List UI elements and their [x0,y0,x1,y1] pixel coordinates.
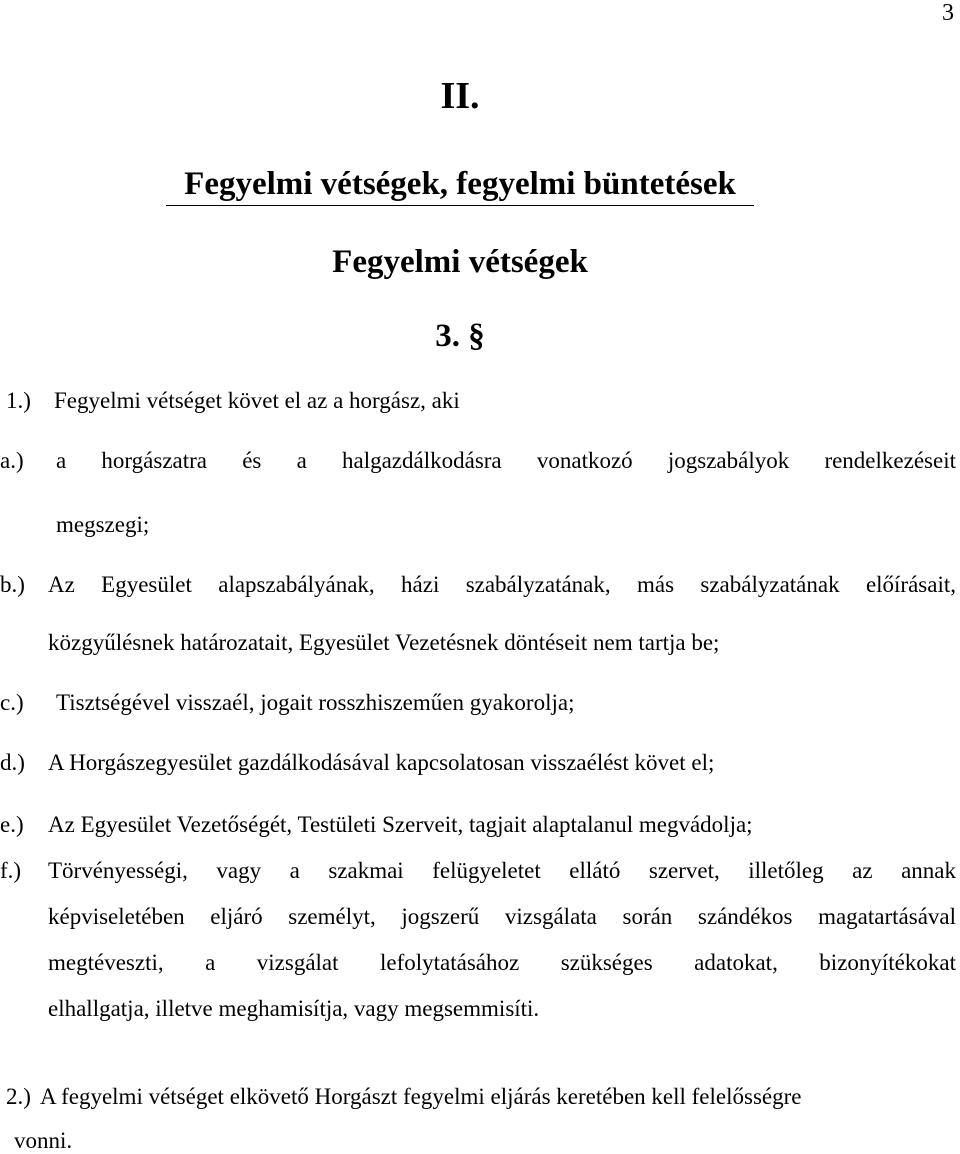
item-f-line-2: képviseletében eljáró személyt, jogszerű vizsgálata során szándékos magatartásával [48,904,956,929]
paragraph-1 [6,388,460,414]
item-d-marker: d.) [0,750,25,775]
item-a-word: a [56,448,67,473]
item-a-marker: a.) [0,448,24,473]
chapter-number: II. [440,75,480,117]
chapter-title: Fegyelmi vétségek, fegyelmi büntetések [166,166,754,206]
paragraph-1-marker: 1.) [6,388,31,413]
item-f-marker: f.) [0,858,22,883]
item-a-line-2: megszegi; [56,512,150,537]
section-subtitle: Fegyelmi vétségek [332,244,588,280]
item-a-word: és [242,448,262,473]
item-b-line-2: közgyűlésnek határozatait, Egyesület Vezetésnek döntéseit nem tartja be; [48,630,720,655]
item-a-word: rendelkezéseit [824,448,956,473]
item-f-line-3: megtéveszti, a vizsgálat lefolytatásához szükséges adatokat, bizonyítékokat [48,950,956,975]
item-a-word: a [296,448,307,473]
item-b-marker: b.) [0,572,25,597]
paragraph-2-marker: 2.) [6,1084,31,1109]
item-a-line-1 [56,448,956,474]
item-a-word: vonatkozó [536,448,633,473]
item-c-marker: c.) [0,690,24,715]
item-e-text: Az Egyesület Vezetőségét, Testületi Szerveit, tagjait alaptalanul megvádolja; [48,812,753,837]
paragraph-1-text: Fegyelmi vétséget követ el az a horgász, aki [54,388,460,413]
item-a-word: halgazdálkodásra [342,448,502,473]
item-e-marker: e.) [0,812,24,837]
page-number: 3 [942,0,954,26]
item-d-text: A Horgászegyesület gazdálkodásával kapcsolatosan visszaélést követ el; [48,750,715,775]
item-f-line-1: Törvényességi, vagy a szakmai felügyeletet ellátó szervet, illetőleg az annak [48,858,956,883]
paragraph-2-line-2: vonni. [14,1128,73,1153]
item-c-text: Tisztségével visszaél, jogait rosszhiszeműen gyakorolja; [56,690,575,715]
item-b-line-1: Az Egyesület alapszabályának, házi szabályzatának, más szabályzatának előírásait, [48,572,956,597]
item-f-line-4: elhallgatja, illetve meghamisítja, vagy megsemmisíti. [48,996,540,1021]
section-number: 3. § [435,318,485,354]
item-a-word: jogszabályok [667,448,790,473]
paragraph-2-line-1: A fegyelmi vétséget elkövető Horgászt fegyelmi eljárás keretében kell felelősségre [40,1084,802,1109]
item-a-word: horgászatra [101,448,207,473]
